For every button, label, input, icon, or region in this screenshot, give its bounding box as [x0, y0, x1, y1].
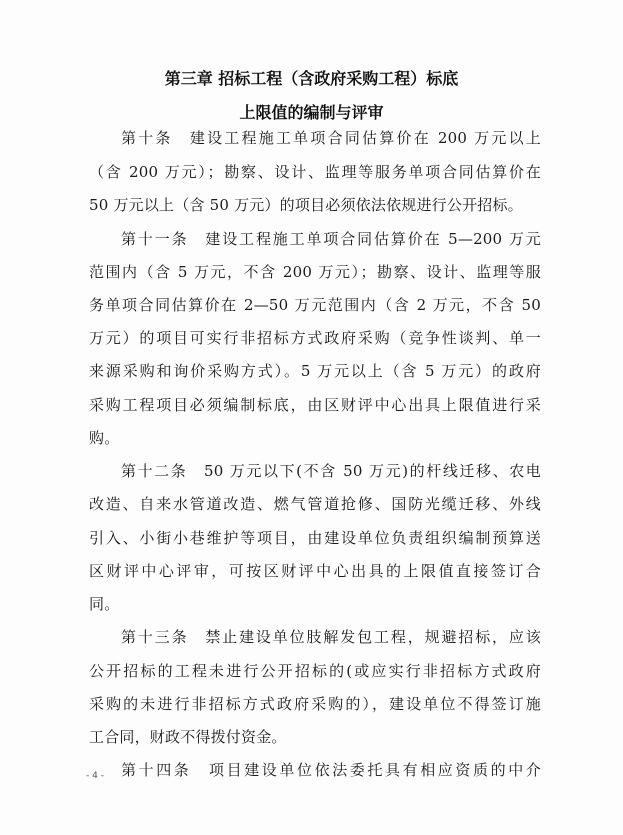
- article-12-line-4: 区财评中心评审，可按区财评中心出具的上限值直接签订合: [89, 562, 541, 580]
- article-11-line-4: 万元）的项目可实行非招标方式政府采购（竞争性谈判、单一: [89, 329, 541, 347]
- article-12-line-2: 改造、自来水管道改造、燃气管道抢修、国防光缆迁移、外线: [89, 495, 541, 513]
- article-11-line-7: 购。: [89, 429, 120, 447]
- page-number: - 4 -: [86, 771, 104, 781]
- article-11-line-1: 第十一条 建设工程施工单项合同估算价在 5—200 万元: [121, 230, 541, 248]
- article-11-line-6: 采购工程项目必须编制标底，由区财评中心出具上限值进行采: [89, 396, 541, 414]
- article-11-line-5: 来源采购和询价采购方式）。5 万元以上（含 5 万元）的政府: [89, 362, 541, 380]
- article-11-line-3: 务单项合同估算价在 2—50 万元范围内（含 2 万元，不含 50: [89, 296, 541, 314]
- article-13-line-3: 采购的未进行非招标方式政府采购的），建设单位不得签订施: [89, 695, 541, 713]
- article-12-line-1: 第十二条 50 万元以下(不含 50 万元)的杆线迁移、农电: [121, 462, 541, 480]
- article-12-line-3: 引入、小街小巷维护等项目，由建设单位负责组织编制预算送: [89, 529, 541, 547]
- article-13-line-2: 公开招标的工程未进行公开招标的(或应实行非招标方式政府: [89, 662, 541, 680]
- article-10-line-2: （含 200 万元）；勘察、设计、监理等服务单项合同估算价在: [89, 163, 541, 181]
- article-11-line-2: 范围内（含 5 万元，不含 200 万元）；勘察、设计、监理等服: [89, 263, 541, 281]
- article-14-line-1: 第十四条 项目建设单位依法委托具有相应资质的中介: [121, 761, 541, 779]
- chapter-title: 第三章 招标工程（含政府采购工程）标底: [164, 69, 459, 88]
- article-10-line-1: 第十条 建设工程施工单项合同估算价在 200 万元以上: [121, 129, 541, 147]
- article-13-line-4: 工合同，财政不得拨付资金。: [89, 728, 287, 746]
- article-13-line-1: 第十三条 禁止建设单位肢解发包工程，规避招标，应该: [121, 628, 541, 646]
- article-10-line-3: 50 万元以上（含 50 万元）的项目必须依法依规进行公开招标。: [89, 196, 523, 214]
- article-12-line-5: 同。: [89, 595, 120, 613]
- chapter-subtitle: 上限值的编制与评审: [239, 103, 384, 122]
